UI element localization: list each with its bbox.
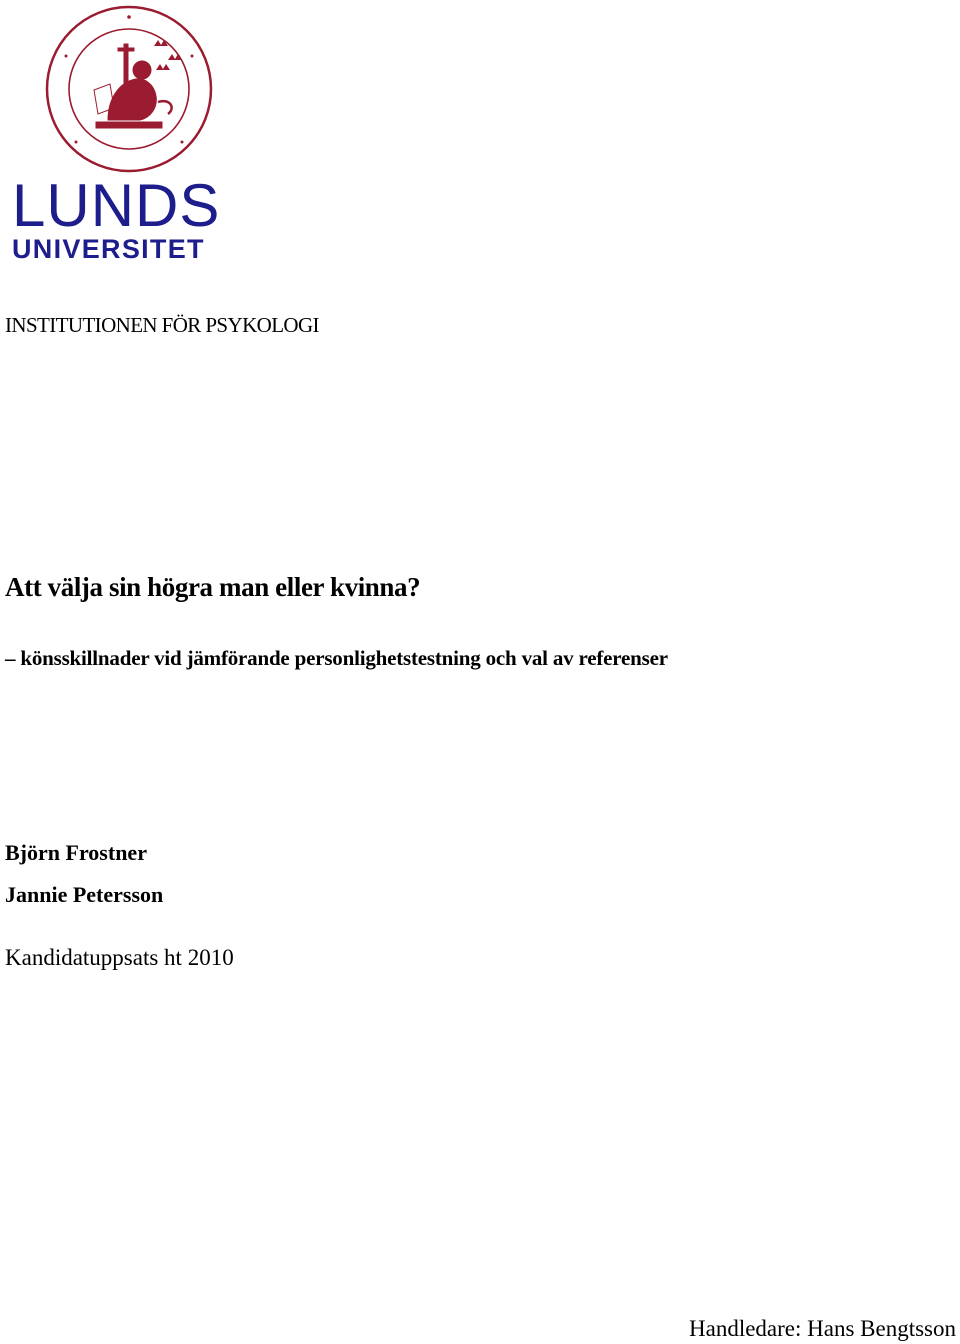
supervisor-name: Handledare: Hans Bengtsson bbox=[689, 1316, 956, 1341]
wordmark-line-2: UNIVERSITET bbox=[12, 234, 205, 264]
author-name: Björn Frostner bbox=[5, 840, 147, 865]
institution-name: INSTITUTIONEN FÖR PSYKOLOGI bbox=[5, 313, 319, 337]
thesis-subtitle: – könsskillnader vid jämförande personlighetstestning och val av referenser bbox=[5, 646, 668, 670]
university-seal-icon bbox=[36, 4, 222, 174]
university-wordmark bbox=[12, 172, 232, 264]
university-logo bbox=[12, 4, 232, 266]
thesis-type: Kandidatuppsats ht 2010 bbox=[5, 945, 234, 970]
thesis-title: Att välja sin högra man eller kvinna? bbox=[5, 572, 421, 602]
wordmark-line-1: LUNDS bbox=[12, 172, 221, 239]
author-name: Jannie Petersson bbox=[5, 882, 164, 907]
